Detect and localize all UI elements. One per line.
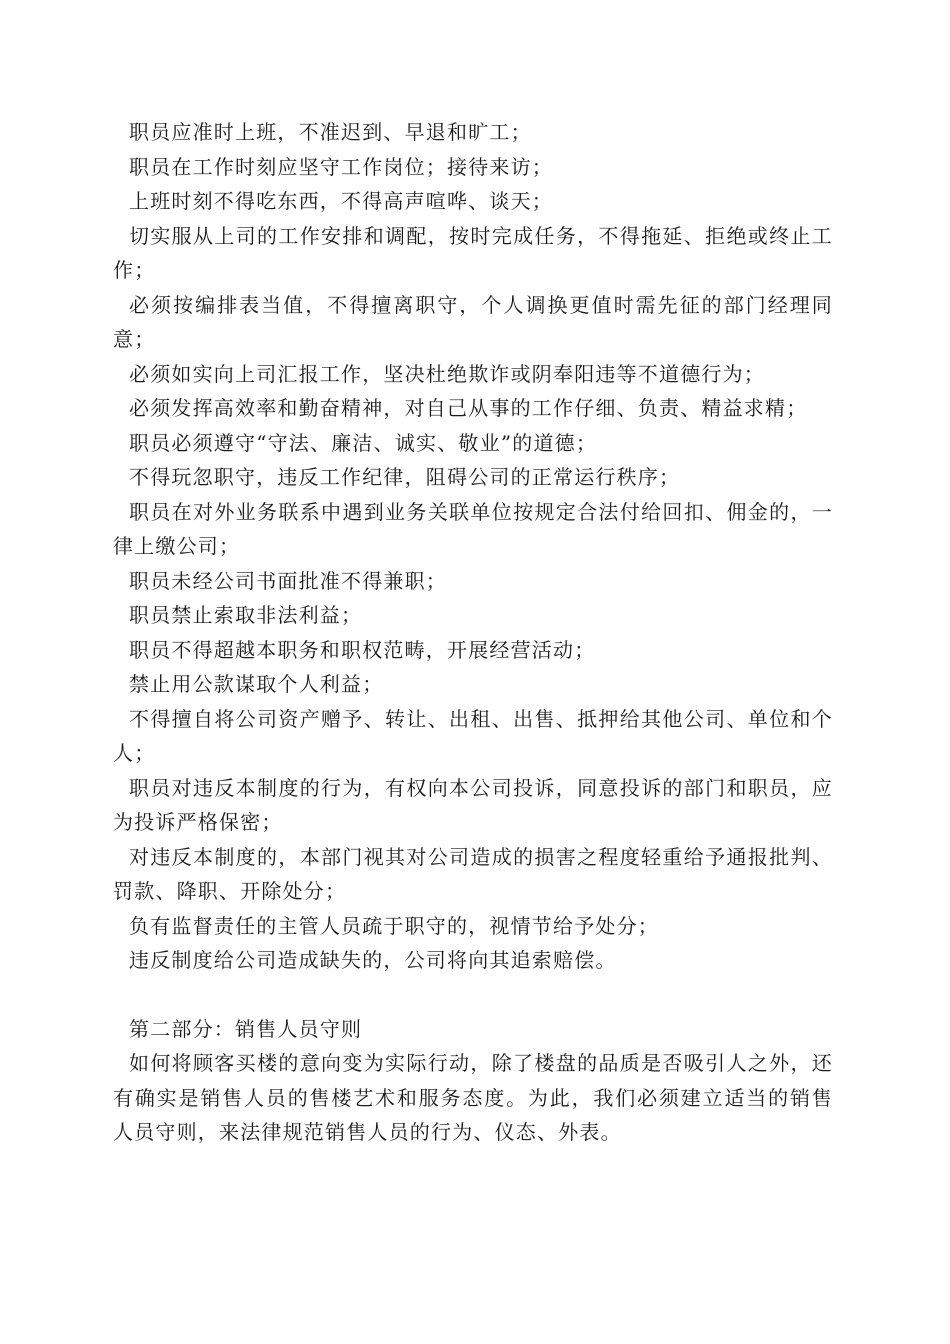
section-heading: 第二部分：销售人员守则	[129, 1016, 363, 1041]
rule-item: 职员禁止索取非法利益；	[129, 603, 363, 627]
rule-item: 必须按编排表当值，不得擅离职守，个人调换更值时需先征的部门经理同意；	[113, 292, 833, 351]
rule-item: 切实服从上司的工作安排和调配，按时完成任务，不得拖延、拒绝或终止工作；	[113, 223, 833, 282]
rule-item: 对违反本制度的，本部门视其对公司造成的损害之程度轻重给予通报批判、罚款、降职、开除处分；	[113, 844, 833, 903]
document-body	[113, 115, 833, 1150]
rule-item: 职员不得超越本职务和职权范畴，开展经营活动；	[129, 637, 596, 662]
rule-item: 职员未经公司书面批准不得兼职；	[129, 568, 447, 593]
rule-item: 必须发挥高效率和勤奋精神，对自己从事的工作仔细、负责、精益求精；	[129, 396, 808, 420]
section-spacer	[113, 978, 833, 1012]
rule-item: 职员在工作时刻应坚守工作岗位；接待来访；	[129, 154, 553, 179]
rule-item: 职员应准时上班，不准迟到、早退和旷工；	[129, 120, 532, 144]
rule-item: 职员在对外业务联系中遇到业务关联单位按规定合法付给回扣、佣金的，一律上缴公司；	[113, 499, 833, 558]
rule-item: 不得玩忽职守，违反工作纪律，阻碍公司的正常运行秩序；	[129, 465, 681, 489]
rule-item: 违反制度给公司造成缺失的，公司将向其追索赔偿。	[129, 948, 617, 972]
rule-item: 禁止用公款谋取个人利益；	[129, 672, 384, 696]
rule-item: 上班时刻不得吃东西，不得高声喧哗、谈天；	[129, 189, 553, 213]
rule-item: 职员对违反本制度的行为，有权向本公司投诉，同意投诉的部门和职员，应为投诉严格保密；	[113, 775, 833, 834]
section-intro: 如何将顾客买楼的意向变为实际行动，除了楼盘的品质是否吸引人之外，还有确实是销售人员的售楼艺术和服务态度。为此，我们必须建立适当的销售人员守则，来法律规范销售人员的行为、仪态、外表。	[113, 1051, 833, 1144]
rule-item: 职员必须遵守“守法、廉洁、诚实、敬业”的道德；	[129, 430, 598, 455]
rule-item: 必须如实向上司汇报工作，坚决杜绝欺诈或阴奉阳违等不道德行为；	[129, 361, 765, 386]
rule-item: 负有监督责任的主管人员疏于职守的，视情节给予处分；	[129, 913, 659, 938]
rule-item: 不得擅自将公司资产赠予、转让、出租、出售、抵押给其他公司、单位和个人；	[113, 706, 833, 765]
